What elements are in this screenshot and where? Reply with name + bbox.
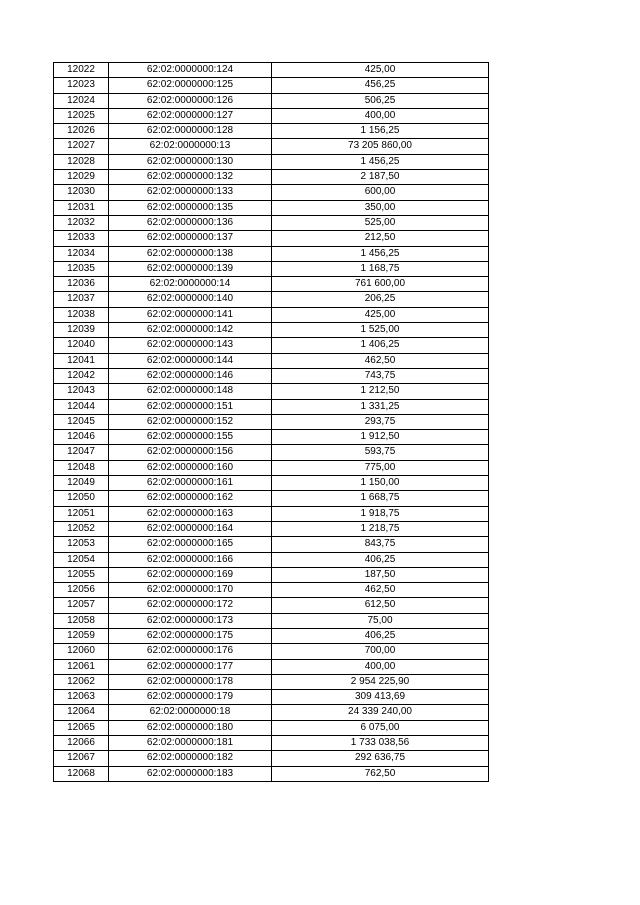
cadastral-number-cell: 62:02:0000000:172 (109, 598, 272, 613)
cadastral-value-cell: 309 413,69 (272, 690, 489, 705)
row-number-cell: 12050 (54, 491, 109, 506)
cadastral-number-cell: 62:02:0000000:163 (109, 506, 272, 521)
row-number-cell: 12066 (54, 736, 109, 751)
table-row (54, 476, 489, 491)
table-row (54, 720, 489, 735)
cadastral-number-cell: 62:02:0000000:165 (109, 537, 272, 552)
cadastral-number-cell: 62:02:0000000:180 (109, 720, 272, 735)
cadastral-value-cell: 425,00 (272, 307, 489, 322)
table-row (54, 613, 489, 628)
table-row (54, 414, 489, 429)
row-number-cell: 12056 (54, 583, 109, 598)
table-row (54, 705, 489, 720)
cadastral-value-cell: 700,00 (272, 644, 489, 659)
cadastral-value-cell: 406,25 (272, 552, 489, 567)
cadastral-value-table (53, 62, 489, 782)
cadastral-number-cell: 62:02:0000000:146 (109, 368, 272, 383)
table-row (54, 185, 489, 200)
cadastral-number-cell: 62:02:0000000:182 (109, 751, 272, 766)
table-row (54, 78, 489, 93)
cadastral-number-cell: 62:02:0000000:144 (109, 353, 272, 368)
cadastral-value-cell: 2 954 225,90 (272, 674, 489, 689)
cadastral-number-cell: 62:02:0000000:148 (109, 384, 272, 399)
row-number-cell: 12031 (54, 200, 109, 215)
row-number-cell: 12060 (54, 644, 109, 659)
cadastral-value-cell: 600,00 (272, 185, 489, 200)
row-number-cell: 12033 (54, 231, 109, 246)
row-number-cell: 12043 (54, 384, 109, 399)
row-number-cell: 12030 (54, 185, 109, 200)
table-body (54, 63, 489, 782)
table-row (54, 246, 489, 261)
table-row (54, 108, 489, 123)
cadastral-number-cell: 62:02:0000000:139 (109, 261, 272, 276)
table-row (54, 139, 489, 154)
cadastral-number-cell: 62:02:0000000:176 (109, 644, 272, 659)
cadastral-number-cell: 62:02:0000000:141 (109, 307, 272, 322)
table-row (54, 384, 489, 399)
cadastral-number-cell: 62:02:0000000:164 (109, 521, 272, 536)
table-row (54, 445, 489, 460)
row-number-cell: 12063 (54, 690, 109, 705)
table-row (54, 154, 489, 169)
cadastral-value-cell: 1 212,50 (272, 384, 489, 399)
cadastral-number-cell: 62:02:0000000:151 (109, 399, 272, 414)
cadastral-number-cell: 62:02:0000000:135 (109, 200, 272, 215)
table-row (54, 690, 489, 705)
table-row (54, 277, 489, 292)
cadastral-number-cell: 62:02:0000000:175 (109, 628, 272, 643)
row-number-cell: 12053 (54, 537, 109, 552)
row-number-cell: 12058 (54, 613, 109, 628)
cadastral-value-cell: 212,50 (272, 231, 489, 246)
row-number-cell: 12068 (54, 766, 109, 781)
row-number-cell: 12029 (54, 170, 109, 185)
row-number-cell: 12065 (54, 720, 109, 735)
table-row (54, 583, 489, 598)
cadastral-number-cell: 62:02:0000000:14 (109, 277, 272, 292)
table-row (54, 491, 489, 506)
cadastral-number-cell: 62:02:0000000:177 (109, 659, 272, 674)
row-number-cell: 12038 (54, 307, 109, 322)
cadastral-number-cell: 62:02:0000000:124 (109, 63, 272, 78)
cadastral-number-cell: 62:02:0000000:132 (109, 170, 272, 185)
cadastral-value-cell: 1 150,00 (272, 476, 489, 491)
row-number-cell: 12047 (54, 445, 109, 460)
row-number-cell: 12032 (54, 215, 109, 230)
cadastral-number-cell: 62:02:0000000:173 (109, 613, 272, 628)
table-row (54, 368, 489, 383)
cadastral-value-cell: 506,25 (272, 93, 489, 108)
row-number-cell: 12037 (54, 292, 109, 307)
cadastral-value-cell: 1 912,50 (272, 430, 489, 445)
cadastral-number-cell: 62:02:0000000:166 (109, 552, 272, 567)
row-number-cell: 12046 (54, 430, 109, 445)
cadastral-number-cell: 62:02:0000000:142 (109, 323, 272, 338)
cadastral-value-cell: 73 205 860,00 (272, 139, 489, 154)
cadastral-value-cell: 350,00 (272, 200, 489, 215)
cadastral-number-cell: 62:02:0000000:169 (109, 567, 272, 582)
cadastral-value-cell: 425,00 (272, 63, 489, 78)
cadastral-value-cell: 293,75 (272, 414, 489, 429)
cadastral-number-cell: 62:02:0000000:127 (109, 108, 272, 123)
row-number-cell: 12049 (54, 476, 109, 491)
table-row (54, 506, 489, 521)
row-number-cell: 12064 (54, 705, 109, 720)
row-number-cell: 12035 (54, 261, 109, 276)
cadastral-number-cell: 62:02:0000000:161 (109, 476, 272, 491)
cadastral-number-cell: 62:02:0000000:136 (109, 215, 272, 230)
table-row (54, 231, 489, 246)
cadastral-value-cell: 6 075,00 (272, 720, 489, 735)
cadastral-value-cell: 593,75 (272, 445, 489, 460)
table-row (54, 292, 489, 307)
row-number-cell: 12062 (54, 674, 109, 689)
cadastral-value-cell: 400,00 (272, 108, 489, 123)
table-row (54, 338, 489, 353)
table-row (54, 323, 489, 338)
table-row (54, 628, 489, 643)
cadastral-value-cell: 525,00 (272, 215, 489, 230)
table-row (54, 644, 489, 659)
cadastral-number-cell: 62:02:0000000:137 (109, 231, 272, 246)
cadastral-value-cell: 1 525,00 (272, 323, 489, 338)
row-number-cell: 12036 (54, 277, 109, 292)
table-row (54, 261, 489, 276)
row-number-cell: 12055 (54, 567, 109, 582)
cadastral-value-cell: 206,25 (272, 292, 489, 307)
cadastral-number-cell: 62:02:0000000:13 (109, 139, 272, 154)
table-row (54, 93, 489, 108)
cadastral-number-cell: 62:02:0000000:178 (109, 674, 272, 689)
cadastral-value-cell: 1 456,25 (272, 246, 489, 261)
cadastral-number-cell: 62:02:0000000:140 (109, 292, 272, 307)
table-row (54, 598, 489, 613)
cadastral-number-cell: 62:02:0000000:125 (109, 78, 272, 93)
cadastral-value-cell: 1 331,25 (272, 399, 489, 414)
table-row (54, 215, 489, 230)
cadastral-value-cell: 2 187,50 (272, 170, 489, 185)
row-number-cell: 12039 (54, 323, 109, 338)
table-row (54, 460, 489, 475)
table-row (54, 430, 489, 445)
cadastral-number-cell: 62:02:0000000:152 (109, 414, 272, 429)
cadastral-value-cell: 462,50 (272, 353, 489, 368)
row-number-cell: 12067 (54, 751, 109, 766)
row-number-cell: 12057 (54, 598, 109, 613)
table-row (54, 399, 489, 414)
row-number-cell: 12025 (54, 108, 109, 123)
row-number-cell: 12022 (54, 63, 109, 78)
cadastral-value-cell: 400,00 (272, 659, 489, 674)
table-row (54, 124, 489, 139)
table-row (54, 521, 489, 536)
cadastral-value-cell: 762,50 (272, 766, 489, 781)
cadastral-value-cell: 1 218,75 (272, 521, 489, 536)
row-number-cell: 12023 (54, 78, 109, 93)
row-number-cell: 12044 (54, 399, 109, 414)
table-row (54, 170, 489, 185)
cadastral-value-cell: 761 600,00 (272, 277, 489, 292)
cadastral-number-cell: 62:02:0000000:155 (109, 430, 272, 445)
cadastral-number-cell: 62:02:0000000:170 (109, 583, 272, 598)
cadastral-number-cell: 62:02:0000000:181 (109, 736, 272, 751)
cadastral-value-cell: 843,75 (272, 537, 489, 552)
table-row (54, 537, 489, 552)
row-number-cell: 12051 (54, 506, 109, 521)
cadastral-number-cell: 62:02:0000000:183 (109, 766, 272, 781)
cadastral-number-cell: 62:02:0000000:160 (109, 460, 272, 475)
cadastral-value-cell: 292 636,75 (272, 751, 489, 766)
row-number-cell: 12028 (54, 154, 109, 169)
cadastral-number-cell: 62:02:0000000:162 (109, 491, 272, 506)
row-number-cell: 12040 (54, 338, 109, 353)
cadastral-value-cell: 743,75 (272, 368, 489, 383)
cadastral-number-cell: 62:02:0000000:130 (109, 154, 272, 169)
table-row (54, 552, 489, 567)
table-row (54, 63, 489, 78)
row-number-cell: 12027 (54, 139, 109, 154)
table-row (54, 567, 489, 582)
cadastral-number-cell: 62:02:0000000:126 (109, 93, 272, 108)
cadastral-value-cell: 1 918,75 (272, 506, 489, 521)
row-number-cell: 12054 (54, 552, 109, 567)
table-row (54, 736, 489, 751)
row-number-cell: 12026 (54, 124, 109, 139)
row-number-cell: 12045 (54, 414, 109, 429)
cadastral-number-cell: 62:02:0000000:128 (109, 124, 272, 139)
cadastral-number-cell: 62:02:0000000:156 (109, 445, 272, 460)
table-row (54, 200, 489, 215)
table-row (54, 766, 489, 781)
cadastral-value-cell: 775,00 (272, 460, 489, 475)
table-row (54, 674, 489, 689)
row-number-cell: 12041 (54, 353, 109, 368)
cadastral-number-cell: 62:02:0000000:133 (109, 185, 272, 200)
cadastral-number-cell: 62:02:0000000:18 (109, 705, 272, 720)
cadastral-number-cell: 62:02:0000000:179 (109, 690, 272, 705)
cadastral-value-cell: 1 456,25 (272, 154, 489, 169)
table-row (54, 659, 489, 674)
cadastral-value-cell: 406,25 (272, 628, 489, 643)
cadastral-value-cell: 1 733 038,56 (272, 736, 489, 751)
row-number-cell: 12048 (54, 460, 109, 475)
table-row (54, 353, 489, 368)
row-number-cell: 12052 (54, 521, 109, 536)
cadastral-value-cell: 75,00 (272, 613, 489, 628)
row-number-cell: 12059 (54, 628, 109, 643)
table-row (54, 307, 489, 322)
cadastral-value-cell: 612,50 (272, 598, 489, 613)
table-row (54, 751, 489, 766)
row-number-cell: 12024 (54, 93, 109, 108)
row-number-cell: 12061 (54, 659, 109, 674)
cadastral-value-cell: 1 156,25 (272, 124, 489, 139)
cadastral-value-cell: 456,25 (272, 78, 489, 93)
cadastral-value-cell: 187,50 (272, 567, 489, 582)
row-number-cell: 12042 (54, 368, 109, 383)
cadastral-value-cell: 1 406,25 (272, 338, 489, 353)
row-number-cell: 12034 (54, 246, 109, 261)
cadastral-number-cell: 62:02:0000000:143 (109, 338, 272, 353)
cadastral-number-cell: 62:02:0000000:138 (109, 246, 272, 261)
cadastral-value-cell: 1 168,75 (272, 261, 489, 276)
cadastral-value-cell: 462,50 (272, 583, 489, 598)
cadastral-value-cell: 24 339 240,00 (272, 705, 489, 720)
cadastral-value-cell: 1 668,75 (272, 491, 489, 506)
